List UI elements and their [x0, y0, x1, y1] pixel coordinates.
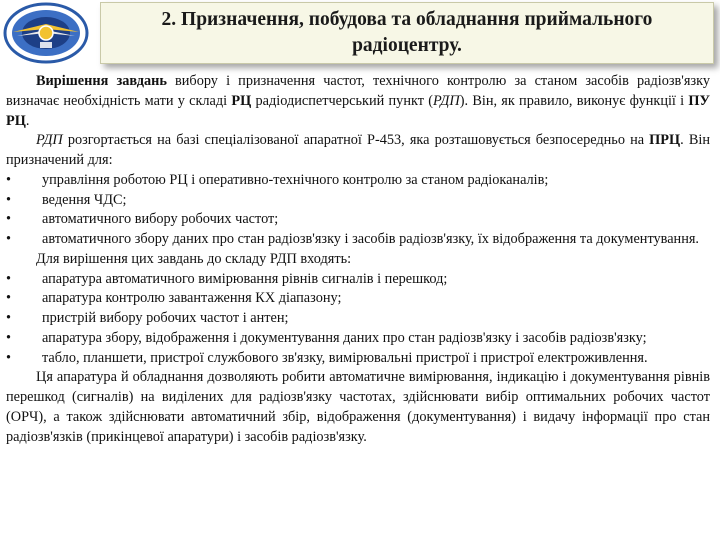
bold-abbr: ПРЦ — [649, 132, 681, 149]
list-item — [6, 309, 710, 329]
bullet-icon: • — [6, 310, 12, 326]
paragraph-summary: Ця апаратура й обладнання дозволяють робити автоматичне вимірювання, індикацію і документування рівнів перешкод (сигналів) на виділених для радіозв'язку частотах, здійснювати вибір оптимальних робочих частот (ОРЧ), а також здійснювати автоматичний збір, відображення (документування) і видачу інформації про стан радіозв'язків (прикінцевої апаратури) і засобів радіозв'язку. — [6, 369, 710, 445]
italic-abbr: РДП — [36, 132, 63, 149]
list-item — [6, 349, 710, 369]
paragraph-rdp — [6, 131, 710, 171]
body-text — [6, 72, 710, 447]
title-line-1: 2. Призначення, побудова та обладнання приймального — [161, 9, 653, 30]
bullet-icon: • — [6, 231, 12, 247]
bold-abbr: РЦ — [231, 92, 252, 109]
bullet-icon: • — [6, 211, 12, 228]
list-item-text: автоматичного збору даних про стан радіозв'язку і засобів радіозв'язку, їх відображення та документування. — [42, 231, 700, 247]
bullet-icon: • — [6, 171, 12, 188]
text-run: ). Він, як правило, виконує функції і — [459, 92, 689, 109]
list-item — [6, 289, 710, 309]
slide-title — [100, 2, 714, 64]
list-item — [6, 210, 710, 230]
text-run: вибору і призначення частот, технічного контролю за станом засобів радіозв'язку визначає необхідність мати у складі — [6, 73, 710, 109]
bold-abbr: ПУ РЦ — [6, 92, 710, 129]
bullet-icon: • — [6, 290, 12, 307]
list-item — [6, 230, 710, 250]
list-item — [6, 270, 710, 290]
text-run: радіодиспетчерський пункт ( — [251, 92, 433, 109]
list-item-text: управління роботою РЦ і оперативно-технічного контролю за станом радіоканалів; — [42, 171, 549, 188]
list-item-text: автоматичного вибору робочих частот; — [42, 211, 279, 228]
text-run: . — [25, 112, 30, 129]
bullet-icon: • — [6, 191, 12, 208]
list-item — [6, 171, 710, 191]
list-item-text: пристрій вибору робочих частот і антен; — [42, 310, 289, 326]
bullet-icon: • — [6, 270, 12, 287]
bold-phrase: Вирішення завдань — [36, 73, 167, 89]
list-item — [6, 329, 710, 349]
list-item — [6, 191, 710, 211]
title-line-2: радіоцентру. — [352, 35, 462, 56]
paragraph-intro — [6, 72, 710, 131]
text-run: . Він призначений для: — [6, 132, 710, 168]
university-logo — [3, 2, 89, 64]
list-item-text: апаратура збору, відображення і документування даних про стан радіозв'язку і засобів радіозв'язку; — [42, 329, 647, 346]
list-item-text: табло, планшети, пристрої службового зв'язку, вимірювальні пристрої і пристрої електроживлення. — [42, 349, 648, 366]
italic-abbr: РДП — [432, 92, 460, 109]
aviation-university-emblem-icon — [3, 2, 89, 64]
list-item-text: апаратура автоматичного вимірювання рівнів сигналів і перешкод; — [42, 270, 448, 287]
bullet-icon: • — [6, 329, 12, 346]
text-run: розгортається на базі спеціалізованої апаратної Р-453, яка розташовується безпосередньо на — [62, 132, 650, 149]
paragraph-composition: Для вирішення цих завдань до складу РДП входять: — [36, 250, 352, 267]
bullet-icon: • — [6, 349, 12, 366]
list-item-text: апаратура контролю завантаження КХ діапазону; — [42, 290, 342, 307]
list-item-text: ведення ЧДС; — [42, 191, 127, 208]
